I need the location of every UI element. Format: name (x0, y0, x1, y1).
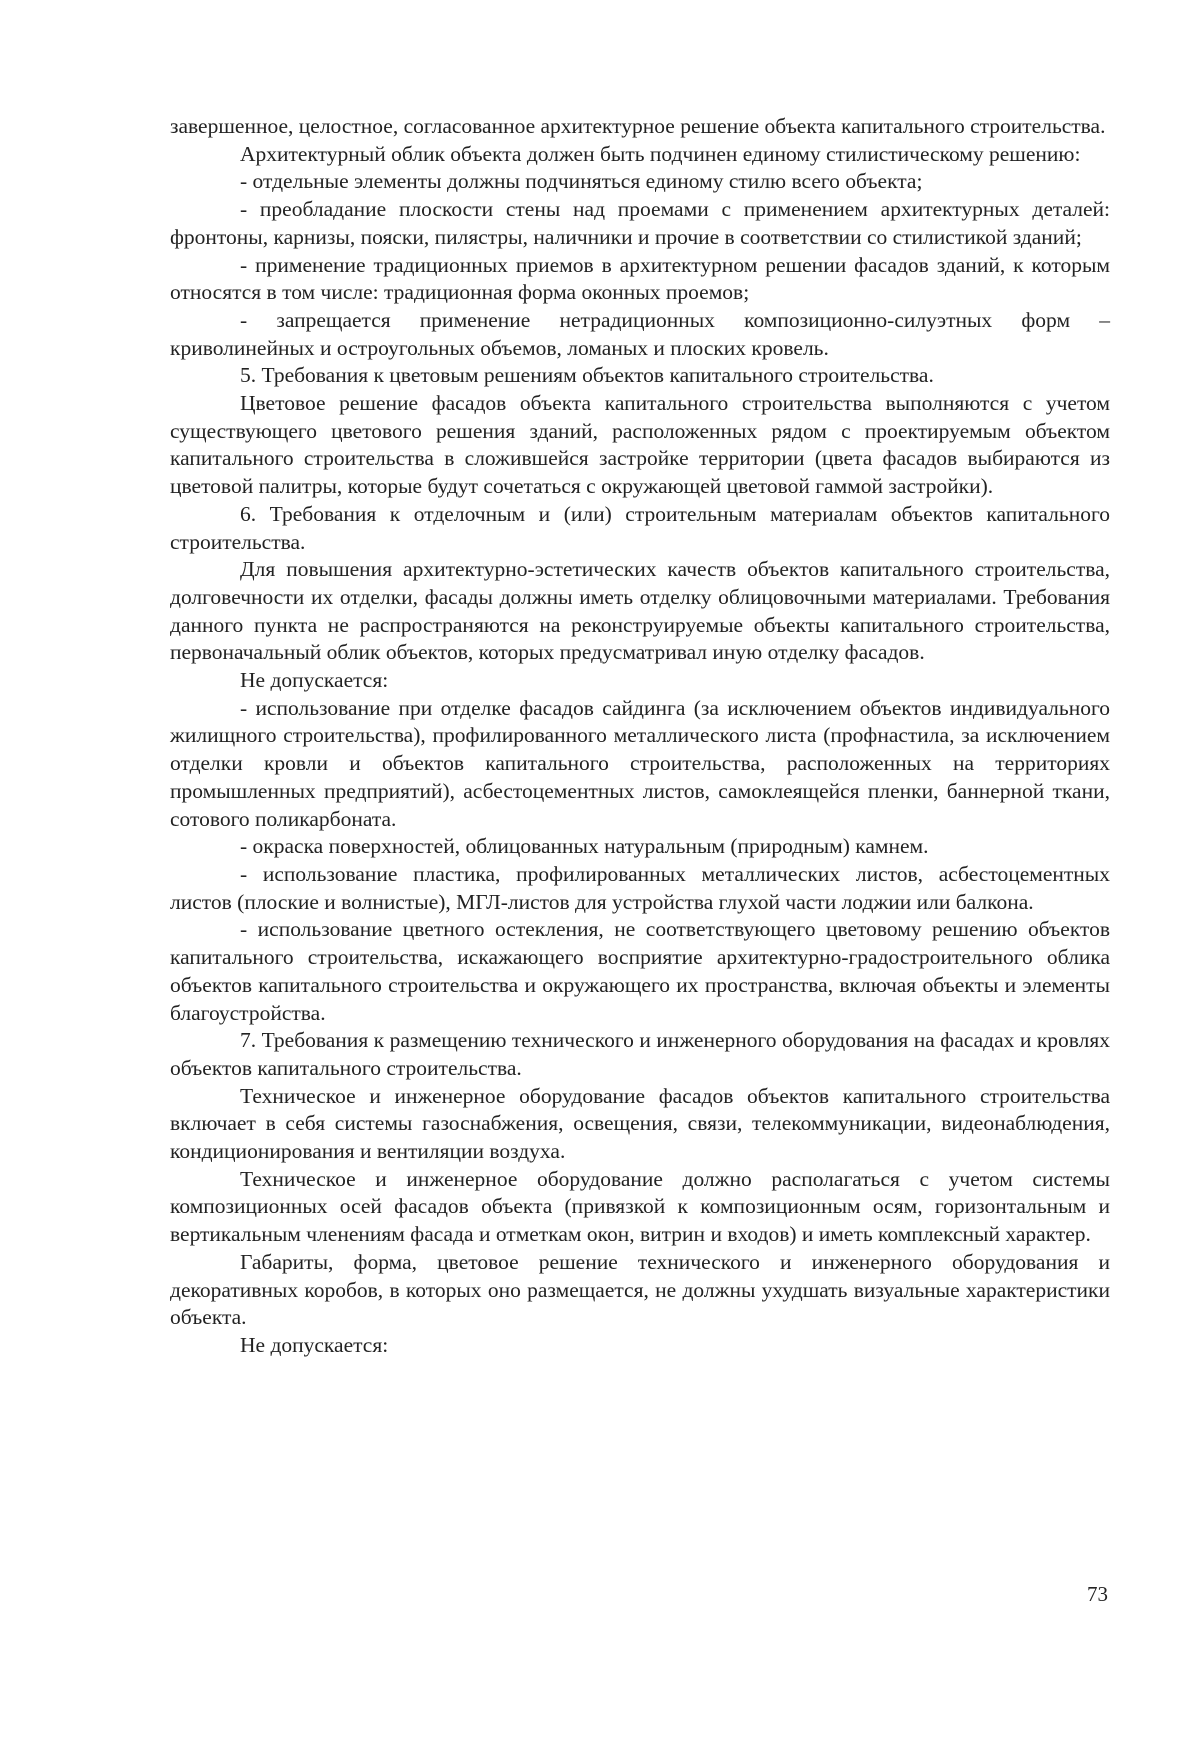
paragraph-facing-materials: Для повышения архитектурно-эстетических качеств объектов капитального строительства, долговечности их отделки, фасады должны иметь отделку облицовочными материалами. Требования данного пункта не распространяются на реконструируемые объекты капитального строительства, первоначальный облик объектов, которых предусматривал иную отделку фасадов. (170, 557, 1110, 665)
paragraph-not-allowed-1: Не допускается: (240, 668, 389, 693)
section-heading-6: 6. Требования к отделочным и (или) строительным материалам объектов капитального строительства. (170, 501, 1110, 554)
section-heading-7: 7. Требования к размещению технического и инженерного оборудования на фасадах и кровлях объектов капитального строительства. (170, 1028, 1110, 1080)
list-item-plastic: - использование пластика, профилированных металлических листов, асбестоцементных листов (плоские и волнистые), МГЛ-листов для устройства глухой части лоджии или балкона. (170, 861, 1110, 914)
paragraph-color-solution: Цветовое решение фасадов объекта капитального строительства выполняются с учетом существующего цветового решения зданий, расположенных рядом с проектируемым объектом капитального строительства в сложившейся застройке территории (цвета фасадов выбираются из цветовой палитры, которые будут сочетаться с окружающей цветовой гаммой застройки). (170, 391, 1110, 499)
paragraph-equipment-includes: Техническое и инженерное оборудование фасадов объектов капитального строительства включает в себя системы газоснабжения, освещения, связи, телекоммуникации, видеонаблюдения, кондиционирования и вентиляции воздуха. (170, 1083, 1110, 1164)
document-body (170, 113, 1110, 1360)
list-item-colored-glazing: - использование цветного остекления, не соответствующего цветовому решению объектов капитального строительства, искажающего восприятие архитектурно-градостроительного облика объектов капитального строительства и окружающего их пространства, включая объекты и элементы благоустройства. (170, 917, 1110, 1025)
paragraph-equipment-placement: Техническое и инженерное оборудование должно располагаться с учетом системы композиционных осей фасадов объекта (привязкой к композиционным осям, горизонтальным и вертикальным членениям фасада и отметкам окон, витрин и входов) и иметь комплексный характер. (170, 1166, 1110, 1247)
list-item-prohibited-forms: - запрещается применение нетрадиционных композиционно-силуэтных форм – криволинейных и остроугольных объемов, ломаных и плоских кровель. (170, 307, 1110, 360)
list-item-wall-plane: - преобладание плоскости стены над проемами с применением архитектурных деталей: фронтоны, карнизы, пояски, пилястры, наличники и прочие в соответствии со стилистикой зданий; (170, 197, 1110, 249)
page-number: 73 (1087, 1582, 1108, 1606)
section-heading-5: 5. Требования к цветовым решениям объектов капитального строительства. (240, 363, 934, 388)
list-item-siding: - использование при отделке фасадов сайдинга (за исключением объектов индивидуального жилищного строительства), профилированного металлического листа (профнастила, за исключением отделки кровли и объектов капитального строительства, расположенных на территориях промышленных предприятий), асбестоцементных листов, самоклеящейся пленки, баннерной ткани, сотового поликарбоната. (170, 695, 1110, 831)
paragraph-not-allowed-2: Не допускается: (240, 1332, 389, 1357)
paragraph-continuation: завершенное, целостное, согласованное архитектурное решение объекта капитального строительства. (170, 114, 1106, 138)
paragraph-architectural-appearance: Архитектурный облик объекта должен быть подчинен единому стилистическому решению: (240, 141, 1081, 166)
list-item-unified-style: - отдельные элементы должны подчиняться единому стилю всего объекта; (240, 169, 923, 194)
list-item-traditional-techniques: - применение традиционных приемов в архитектурном решении фасадов зданий, к которым относятся в том числе: традиционная форма оконных проемов; (170, 252, 1110, 305)
paragraph-equipment-dimensions: Габариты, форма, цветовое решение технического и инженерного оборудования и декоративных коробов, в которых оно размещается, не должны ухудшать визуальные характеристики объекта. (170, 1249, 1110, 1330)
list-item-stone-painting: - окраска поверхностей, облицованных натуральным (природным) камнем. (240, 834, 929, 859)
